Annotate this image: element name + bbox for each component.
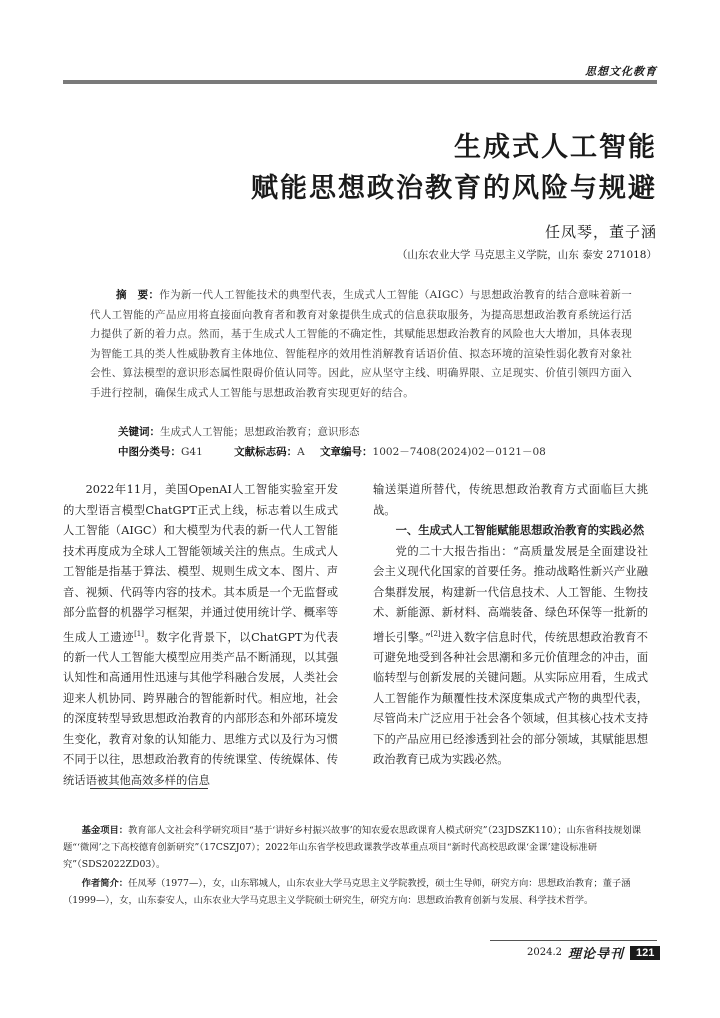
left-column — [63, 480, 338, 791]
clc-value: G41 — [181, 446, 203, 458]
footnotes — [63, 822, 657, 911]
header-rule — [63, 80, 657, 84]
authors: 任凤琴，董子涵 — [544, 223, 657, 241]
keywords — [118, 424, 360, 439]
keywords-text: 生成式人工智能；思想政治教育；意识形态 — [160, 426, 360, 438]
title-line-2: 赋能思想政治教育的风险与规避 — [251, 173, 657, 204]
citation-1[interactable]: [1] — [134, 629, 144, 638]
section-heading: 一、生成式人工智能赋能思想政治教育的实践必然 — [395, 524, 645, 537]
classification — [118, 444, 546, 459]
body-paragraph: 党的二十大报告指出：“高质量发展是全面建设社会主义现代化国家的首要任务。推动战略性新兴产业融合集群发展，构建新一代信息技术、人工智能、生物技术、新能源、新材料、高端装备、绿色环保等一批新的增长引擎。”[2]进入数字信息时代，传统思想政治教育不可避免地受到各种社会思潮和多元价值理念的冲击，面临转型与创新发展的关键问题。从实际应用看，生成式人工智能作为颠覆性技术深度集成式产物的典型代表，尽管尚未广泛应用于社会各个领域，但其核心技术支持下的产品应用已经渗透到社会的部分领域，其赋能思想政治教育已成为实践必然。 — [373, 544, 648, 767]
abstract-label: 摘 要： — [116, 289, 160, 301]
fund-text: 教育部人文社会科学研究项目“基于‘讲好乡村振兴故事’的知农爱农思政课育人模式研究”（23JDSZK110）；山东省科技规划课题“‘微网’之下高校德育创新研究”（17CSZJ07）；2022年山东省学校思政课教学改革重点项目“新时代高校思政课‘金课’建设标准研究”（SDS2022ZD03）。 — [63, 825, 641, 870]
fund-label: 基金项目： — [81, 825, 129, 836]
continuation-paragraph: 输送渠道所替代，传统思想政治教育方式面临巨大挑战。 — [373, 483, 648, 517]
intro-paragraph: 2022年11月，美国OpenAI人工智能实验室开发的大型语言模型ChatGPT正式上线，标志着以生成式人工智能（AIGC）和大模型为代表的新一代人工智能技术再度成为全球人工智能领域关注的焦点。生成式人工智能是指基于算法、模型、规则生成文本、图片、声音、视频、代码等内容的技术。其本质是一个无监督或部分监督的机器学习框架，并通过使用统计学、概率等生成人工遗迹[1]。数字化背景下，以ChatGPT为代表的新一代人工智能大模型应用类产品不断涌现，以其强认知性和高通用性迅速与其他学科融合发展，人类社会迎来人机协同、跨界融合的智能新时代。相应地，社会的深度转型导致思想政治教育的内部形态和外部环境发生变化，教育对象的认知能力、思维方式以及行为习惯不同于以往，思想政治教育的传统课堂、传统媒体、传统话语被其他高效多样的信息 — [63, 483, 338, 787]
issue: 2024.2 — [527, 947, 562, 958]
section-tag: 思想文化教育 — [585, 65, 657, 78]
clc-label: 中图分类号： — [118, 446, 181, 458]
author-label: 作者简介： — [81, 878, 129, 889]
right-column — [373, 480, 648, 771]
abstract-text: 作为新一代人工智能技术的典型代表，生成式人工智能（AIGC）与思想政治教育的结合意味着新一代人工智能的产品应用将直接面向教育者和教育对象提供生成式的信息获取服务，为提高思想政治教育系统运行活力提供了新的着力点。然而，基于生成式人工智能的不确定性，其赋能思想政治教育的风险也大大增加，具体表现为智能工具的类人性威胁教育主体地位、智能程序的效用性消解教育话语价值、拟态环境的渲染性弱化教育对象社会性、算法模型的意识形态属性限碍价值认同等。因此，应从坚守主线、明确界限、立足现实、价值引领四方面入手进行控制，确保生成式人工智能与思想政治教育实现更好的结合。 — [90, 289, 632, 399]
page-number: 121 — [630, 946, 660, 960]
journal-name: 理论导刊 — [568, 947, 625, 962]
abstract — [90, 286, 632, 403]
affiliation: （山东农业大学 马克思主义学院，山东 泰安 271018） — [396, 249, 657, 261]
keywords-label: 关键词： — [118, 426, 160, 438]
footer-rule — [490, 940, 657, 941]
page-footer — [527, 943, 660, 962]
fund-note — [63, 822, 657, 873]
citation-2[interactable]: [2] — [430, 629, 441, 638]
author-note — [63, 875, 657, 909]
article-number-label: 文章编号： — [320, 446, 373, 458]
footnote-rule — [90, 788, 208, 789]
doc-code-value: A — [297, 446, 305, 458]
article-number-value: 1002－7408(2024)02－0121－08 — [372, 446, 546, 458]
title-line-1: 生成式人工智能 — [454, 132, 657, 163]
doc-code-label: 文献标志码： — [234, 446, 298, 458]
author-text: 任凤琴（1977—），女，山东郓城人，山东农业大学马克思主义学院教授，硕士生导师，研究方向：思想政治教育；董子涵（1999—），女，山东泰安人，山东农业大学马克思主义学院硕士研究生，研究方向：思想政治教育创新与发展、科学技术哲学。 — [63, 878, 631, 906]
